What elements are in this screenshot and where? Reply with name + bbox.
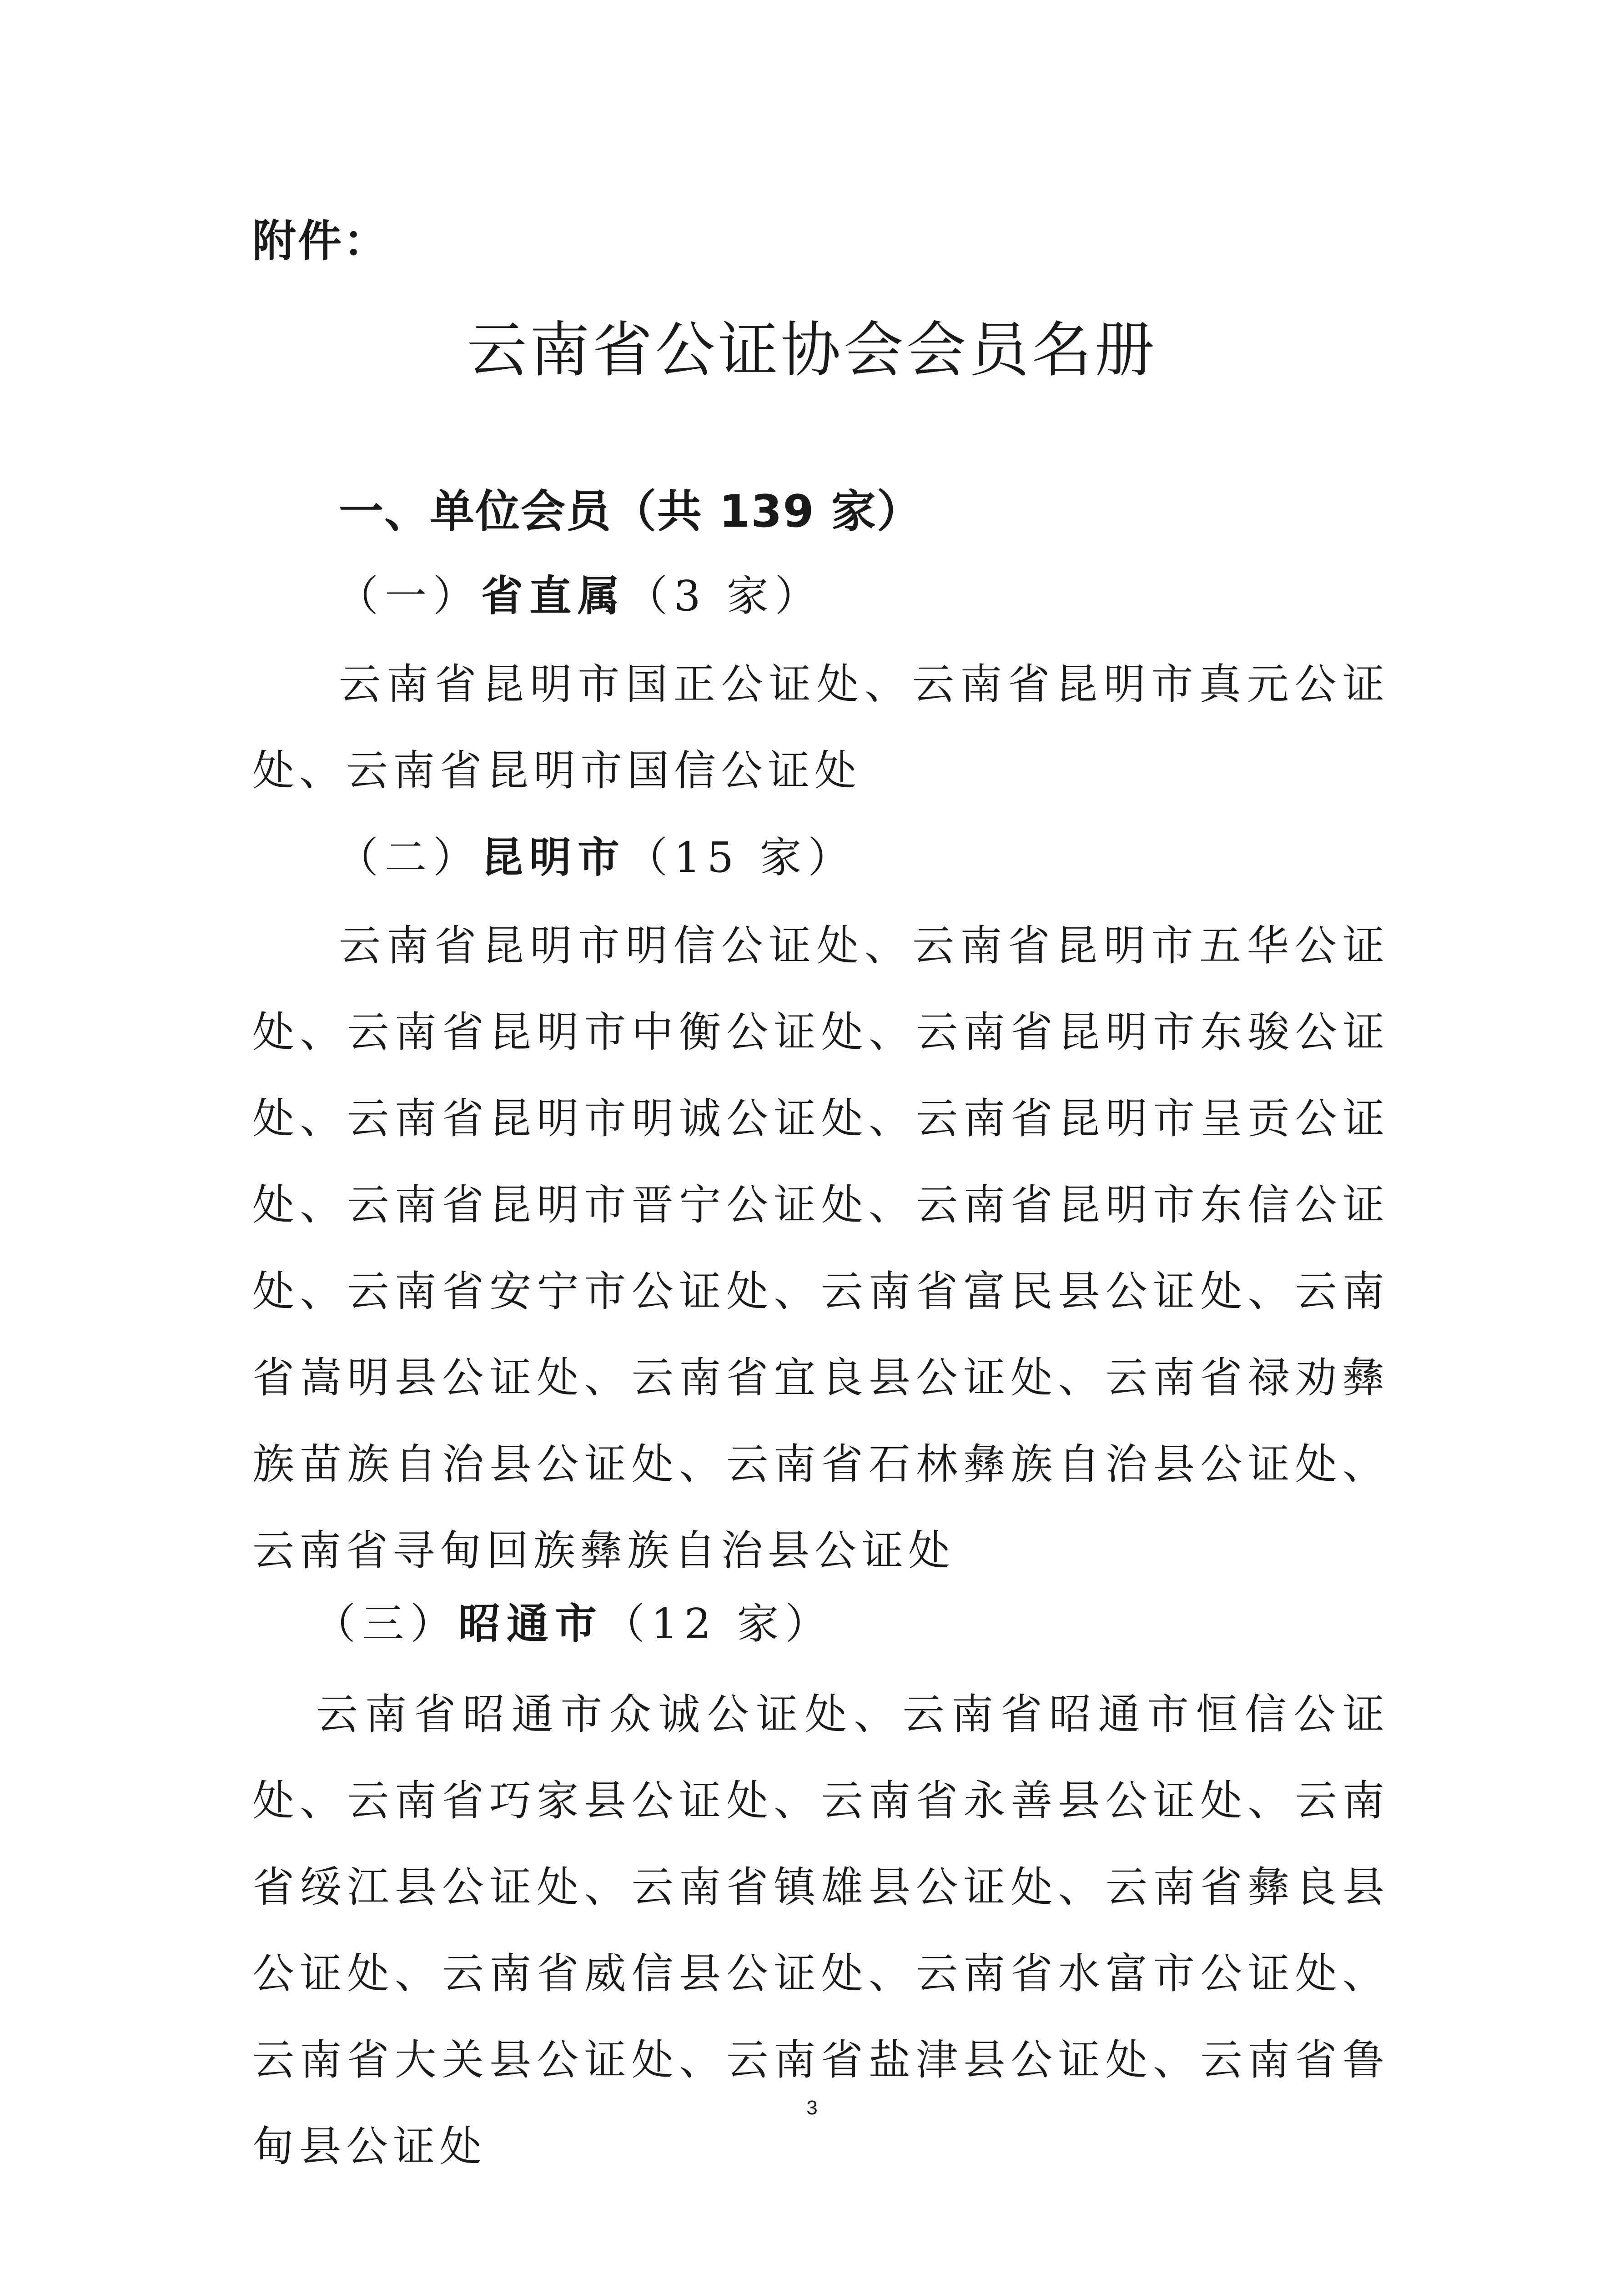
group-heading-provincial — [337, 568, 823, 624]
group-heading-name: 昭通市 — [458, 1599, 603, 1648]
group-heading-zhaotong — [314, 1596, 833, 1651]
group-heading-prefix: （二） — [337, 833, 482, 882]
page-title: 云南省公证协会会员名册 — [467, 315, 1157, 385]
section-heading-unit-members: 一、单位会员（共 139 家） — [339, 486, 922, 538]
group-members-provincial: 云南省昆明市国正公证处、云南省昆明市真元公证处、云南省昆明市国信公证处 — [252, 660, 1389, 795]
group-heading-name: 省直属 — [481, 571, 626, 620]
group-heading-count: （15 家） — [626, 833, 856, 882]
group-members-zhaotong: 云南省昭通市众诚公证处、云南省昭通市恒信公证处、云南省巧家县公证处、云南省永善县公证处、云南省绥江县公证处、云南省镇雄县公证处、云南省彝良县公证处、云南省威信县公证处、云南省水富市公证处、云南省大关县公证处、云南省盐津县公证处、云南省鲁甸县公证处 — [252, 1690, 1389, 2171]
group-heading-prefix: （一） — [337, 572, 482, 620]
attachment-label: 附件： — [252, 216, 389, 267]
group-heading-kunming — [337, 830, 856, 885]
page-number: 3 — [806, 2097, 818, 2119]
group-heading-prefix: （三） — [314, 1600, 459, 1648]
group-heading-name: 昆明市 — [481, 833, 626, 882]
group-heading-count: （3 家） — [626, 572, 823, 620]
group-members-kunming: 云南省昆明市明信公证处、云南省昆明市五华公证处、云南省昆明市中衡公证处、云南省昆明市东骏公证处、云南省昆明市明诚公证处、云南省昆明市呈贡公证处、云南省昆明市晋宁公证处、云南省昆明市东信公证处、云南省安宁市公证处、云南省富民县公证处、云南省嵩明县公证处、云南省宜良县公证处、云南省禄劝彝族苗族自治县公证处、云南省石林彝族自治县公证处、云南省寻甸回族彝族自治县公证处 — [252, 921, 1389, 1575]
group-heading-count: （12 家） — [603, 1600, 834, 1648]
